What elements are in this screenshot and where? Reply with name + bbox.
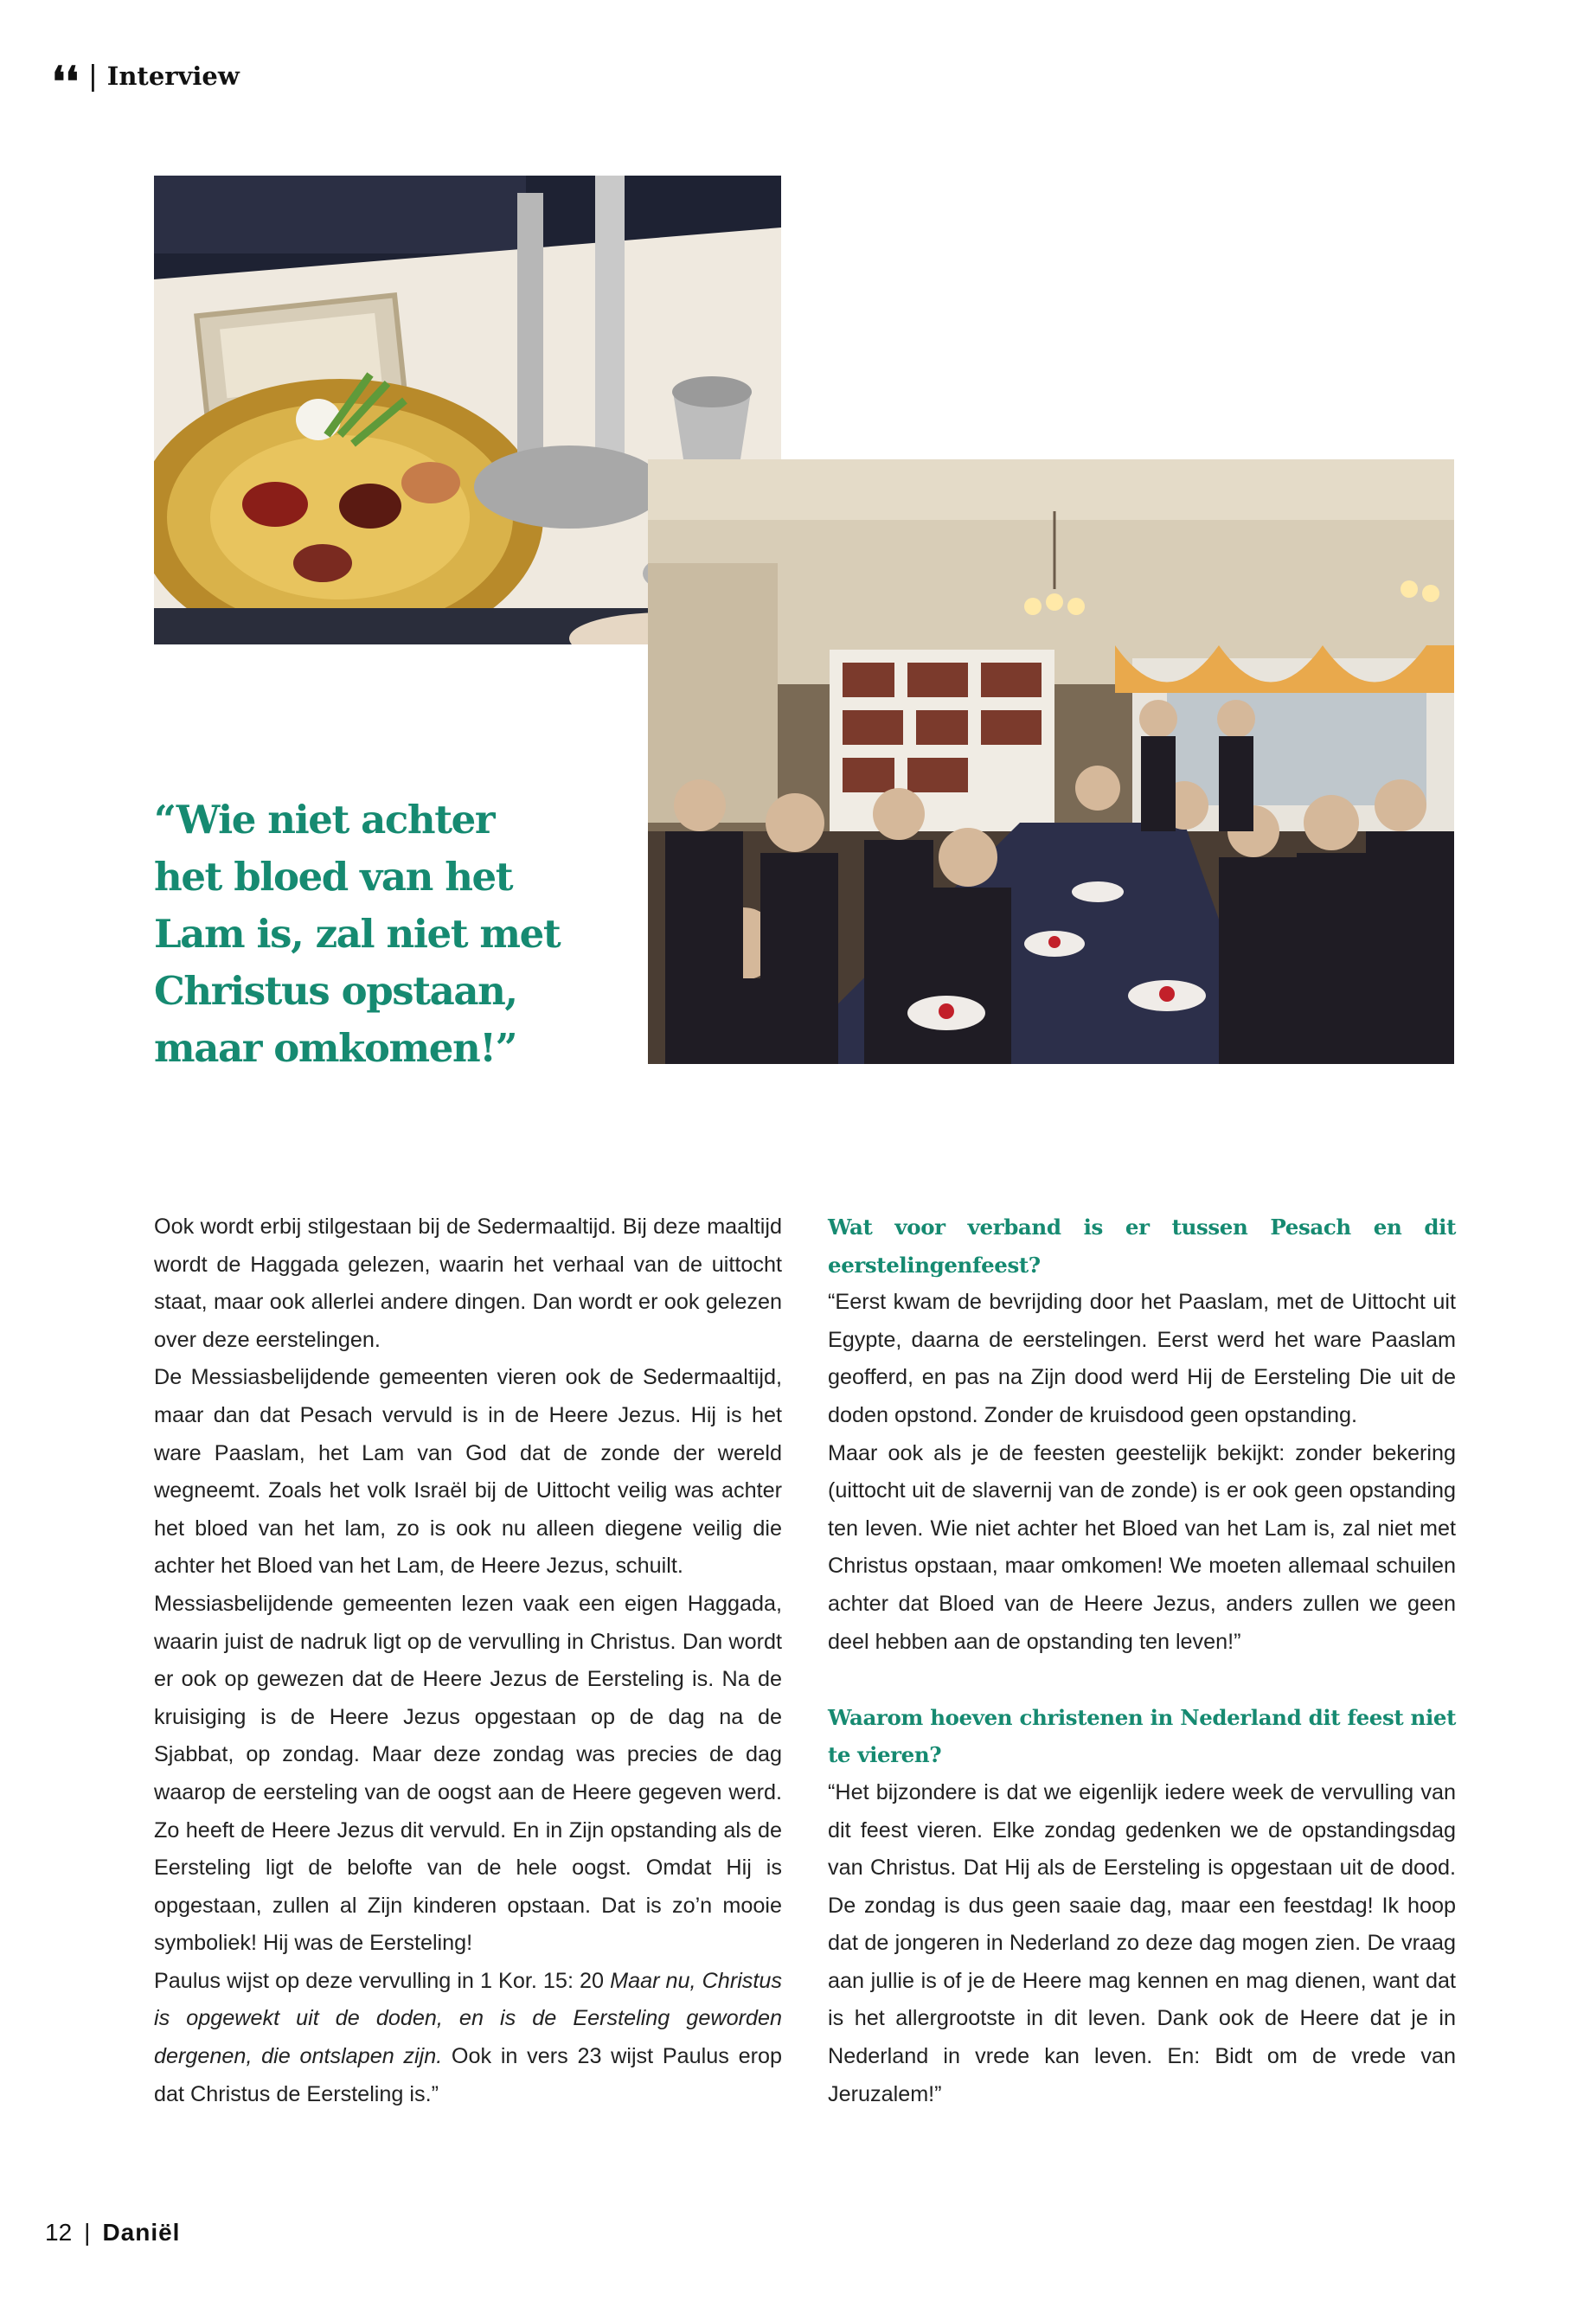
pull-quote-line: Lam is, zal niet met xyxy=(154,911,561,957)
page-footer xyxy=(45,2219,180,2247)
interview-question: Wat voor verband is er tussen Pesach en dit eerstelingenfeest? xyxy=(828,1215,1456,1278)
right-text-column xyxy=(828,1208,1456,2113)
page-number: 12 xyxy=(45,2219,73,2246)
body-paragraph: Messiasbelijdende gemeenten lezen vaak een eigen Haggada, waarin juist de nadruk ligt op de vervulling in Christus. Dan wordt er ook op gewezen dat de Heere Jezus de Eersteling is. Na de kruisiging is de Heere Jezus opgestaan op de dag na de Sjabbat, op zondag. Maar deze zondag was precies de dag waarop de eersteling van de oogst aan de Heere gegeven werd. Zo heeft de Heere Jezus dit vervuld. En in Zijn opstanding als de Eersteling ligt de belofte van de hele oogst. Omdat Hij is opgestaan, zullen al Zijn kinderen opstaan. Dat is zo’n mooie symboliek! Hij was de Eersteling! xyxy=(154,1591,782,1956)
header-separator: | xyxy=(88,60,97,93)
body-paragraph: Ook wordt erbij stilgestaan bij de Sedermaaltijd. Bij deze maaltijd wordt de Haggada gelezen, waarin het verhaal van de uittocht staat, maar ook allerlei andere dingen. Dan wordt er ook gelezen over deze eerstelingen. xyxy=(154,1215,782,1352)
body-paragraph: “Eerst kwam de bevrijding door het Paaslam, met de Uittocht uit Egypte, daarna de eerstelingen. Eerst werd het ware Paaslam geofferd, en pas na Zijn dood werd Hij de Eersteling Die uit de doden opstond. Zonder de kruisdood geen opstanding. xyxy=(828,1290,1456,1427)
paragraph-gap xyxy=(828,1661,1456,1699)
section-label: Interview xyxy=(106,61,240,91)
body-paragraph: Maar ook als je de feesten geestelijk bekijkt: zonder bekering (uittocht uit de slavernij van de zonde) is er ook geen opstanding ten leven. Wie niet achter het Bloed van het Lam is, zal niet met Christus opstaan, maar omkomen! We moeten allemaal schuilen achter dat Bloed van de Heere Jezus, anders zullen we geen deel hebben aan de opstanding ten leven!” xyxy=(828,1440,1456,1654)
bible-quote: Maar nu, Christus is opgewekt uit de doden, en is de Eersteling geworden dergenen, die ontslapen zijn. xyxy=(154,1968,782,2069)
body-paragraph xyxy=(154,1963,782,2113)
pull-quote-line: Christus opstaan, xyxy=(154,968,517,1014)
body-paragraph: De Messiasbelijdende gemeenten vieren ook de Sedermaaltijd, maar dan dat Pesach vervuld is in de Heere Jezus. Hij is het ware Paaslam, het Lam van God dat de zonde der wereld wegneemt. Zoals het volk Israël bij de Uittocht veilig was achter het bloed van het lam, zo is ook nu alleen diegene veilig die achter het Bloed van het Lam, de Heere Jezus, schuilt. xyxy=(154,1365,782,1579)
left-text-column xyxy=(154,1208,782,2113)
interview-question: Waarom hoeven christenen in Nederland dit feest niet te vieren? xyxy=(828,1704,1456,1768)
pull-quote xyxy=(154,792,604,1077)
footer-separator: | xyxy=(84,2219,91,2246)
seder-meal-room-photo xyxy=(648,459,1454,1064)
pull-quote-line: het bloed van het xyxy=(154,854,513,900)
body-text: Ook in vers 23 wijst Paulus erop dat Christus de Eersteling is.” xyxy=(154,2044,782,2106)
magazine-name: Daniël xyxy=(102,2219,181,2246)
body-paragraph: “Het bijzondere is dat we eigenlijk iedere week de vervulling van dit feest vieren. Elke zondag gedenken we de opstandingsdag van Christus. Dat Hij als de Eersteling is opgestaan uit de dood. De zondag is dus geen saaie dag, maar een feestdag! Ik hoop dat de jongeren in Nederland zo deze dag mogen zien. De vraag aan jullie is of je de Heere mag kennen en mag dienen, want dat is het allergrootste in dit leven. Dank ook de Heere dat je in Nederland in vrede kan leven. En: Bidt om de vrede van Jeruzalem!” xyxy=(828,1779,1456,2106)
body-text: Paulus wijst op deze vervulling in 1 Kor. 15: 20 xyxy=(154,1968,611,1993)
pull-quote-line: maar omkomen!” xyxy=(154,1025,517,1071)
quote-mark-icon: ❛❛ xyxy=(52,58,79,106)
pull-quote-line: “Wie niet achter xyxy=(154,797,495,843)
page-header xyxy=(52,58,240,106)
